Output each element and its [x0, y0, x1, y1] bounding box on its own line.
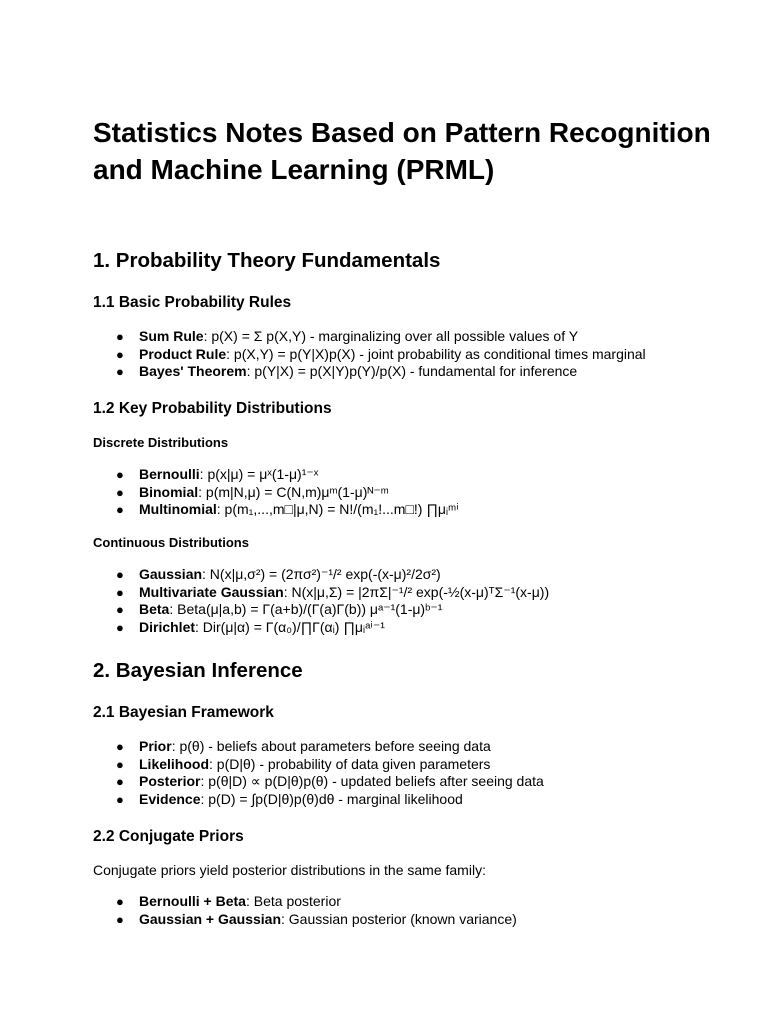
list-item — [116, 791, 768, 809]
item-text: : Beta(μ|a,b) = Γ(a+b)/(Γ(a)Γ(b)) μᵃ⁻¹(1-μ)ᵇ⁻¹ — [169, 601, 443, 618]
item-term: Bayes' Theorem — [139, 363, 247, 380]
list-item — [116, 501, 768, 519]
bullet-list — [116, 893, 768, 928]
bullet-list — [116, 466, 768, 519]
item-term: Bernoulli + Beta — [139, 893, 246, 909]
list-item — [116, 619, 768, 637]
item-term: Binomial — [139, 483, 199, 500]
item-text: : p(θ|D) ∝ p(D|θ)p(θ) - updated beliefs after seeing data — [200, 773, 544, 790]
item-text: : p(x|μ) = μˣ(1-μ)¹⁻ˣ — [199, 466, 319, 482]
list-item — [116, 601, 768, 619]
item-text: : p(X,Y) = p(Y|X)p(X) - joint probability as conditional times marginal — [226, 345, 646, 362]
item-term: Sum Rule — [139, 328, 204, 344]
item-term: Multinomial — [139, 501, 217, 518]
list-item — [116, 756, 768, 774]
item-term: Gaussian — [139, 566, 203, 582]
item-term: Product Rule — [139, 345, 227, 362]
bullet-icon: ● — [116, 567, 124, 582]
bullet-icon: ● — [116, 739, 124, 754]
item-term: Posterior — [139, 773, 201, 790]
item-term: Dirichlet — [139, 619, 196, 636]
bullet-icon: ● — [116, 894, 124, 909]
list-item — [116, 328, 768, 346]
bullet-icon: ● — [116, 620, 124, 636]
item-text: : p(Y|X) = p(X|Y)p(Y)/p(X) - fundamental for inference — [246, 363, 578, 380]
bullet-list — [116, 738, 768, 809]
paragraph: Conjugate priors yield posterior distributions in the same family: — [93, 862, 486, 878]
bullet-icon: ● — [116, 774, 124, 790]
item-term: Beta — [139, 601, 170, 618]
subsection-heading: 1.1 Basic Probability Rules — [93, 294, 292, 311]
item-term: Evidence — [139, 791, 201, 808]
subsection-heading: 1.2 Key Probability Distributions — [93, 400, 332, 417]
list-item — [116, 484, 768, 502]
item-text: : p(θ) - beliefs about parameters before seeing data — [171, 738, 491, 754]
list-item — [116, 566, 768, 584]
item-text: : N(x|μ,σ²) = (2πσ²)⁻¹/² exp(-(x-μ)²/2σ²) — [202, 566, 441, 582]
list-item — [116, 466, 768, 484]
list-item — [116, 363, 768, 381]
bullet-list — [116, 566, 768, 637]
bullet-icon: ● — [116, 484, 124, 500]
item-term: Likelihood — [139, 755, 209, 772]
group-heading: Continuous Distributions — [93, 535, 249, 550]
item-term: Gaussian + Gaussian — [139, 910, 282, 927]
item-text: : Beta posterior — [245, 893, 341, 909]
subsection-heading: 2.2 Conjugate Priors — [93, 828, 244, 845]
document-title: Statistics Notes Based on Pattern Recognition and Machine Learning (PRML) — [93, 117, 711, 185]
section-heading: 1. Probability Theory Fundamentals — [93, 249, 441, 272]
item-term: Prior — [139, 738, 172, 754]
list-item — [116, 738, 768, 756]
bullet-icon: ● — [116, 584, 124, 600]
list-item — [116, 893, 768, 911]
list-item — [116, 584, 768, 602]
bullet-icon: ● — [116, 364, 124, 380]
list-item — [116, 773, 768, 791]
item-term: Bernoulli — [139, 466, 200, 482]
item-text: : p(D|θ) - probability of data given parameters — [209, 755, 491, 772]
group-heading: Discrete Distributions — [93, 435, 229, 450]
item-text: : p(m₁,...,m□|μ,N) = N!/(m₁!...m□!) ∏μᵢᵐⁱ — [216, 501, 459, 518]
item-text: : Dir(μ|α) = Γ(α₀)/∏Γ(αᵢ) ∏μᵢᵃⁱ⁻¹ — [195, 619, 385, 636]
bullet-icon: ● — [116, 602, 124, 618]
item-text: : p(D) = ∫p(D|θ)p(θ)dθ - marginal likelihood — [200, 791, 463, 808]
subsection-heading: 2.1 Bayesian Framework — [93, 704, 274, 721]
item-text: : p(X) = Σ p(X,Y) - marginalizing over all possible values of Y — [203, 328, 579, 344]
bullet-icon: ● — [116, 792, 124, 808]
item-text: : p(m|N,μ) = C(N,m)μᵐ(1-μ)ᴺ⁻ᵐ — [198, 483, 389, 500]
list-item — [116, 346, 768, 364]
bullet-icon: ● — [116, 467, 124, 482]
bullet-icon: ● — [116, 346, 124, 362]
bullet-icon: ● — [116, 756, 124, 772]
item-text: : Gaussian posterior (known variance) — [281, 910, 517, 927]
bullet-icon: ● — [116, 329, 124, 344]
section-heading: 2. Bayesian Inference — [93, 659, 303, 682]
item-term: Multivariate Gaussian — [139, 583, 284, 600]
bullet-list — [116, 328, 768, 381]
bullet-icon: ● — [116, 911, 124, 927]
list-item — [116, 911, 768, 929]
item-text: : N(x|μ,Σ) = |2πΣ|⁻¹/² exp(-½(x-μ)ᵀΣ⁻¹(x-μ)) — [283, 583, 550, 600]
bullet-icon: ● — [116, 502, 124, 518]
